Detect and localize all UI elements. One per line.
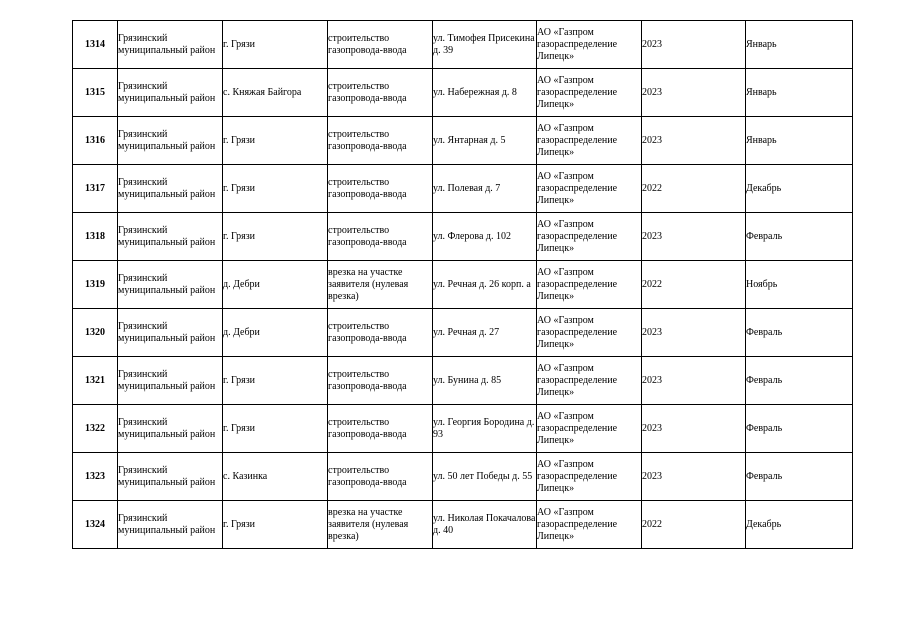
address-cell-text: ул. Полевая д. 7	[433, 182, 501, 194]
month-cell-text: Февраль	[746, 374, 783, 386]
table-row	[73, 213, 853, 261]
locality-cell-text: г. Грязи	[223, 182, 256, 194]
organization-cell	[537, 261, 642, 309]
month-cell	[746, 261, 853, 309]
year-cell-text: 2023	[642, 422, 662, 434]
locality-cell	[223, 69, 328, 117]
district-cell	[118, 453, 223, 501]
month-cell	[746, 21, 853, 69]
locality-cell-text: д. Дебри	[223, 278, 260, 290]
work-type-cell	[328, 69, 433, 117]
work-type-cell-text: строительство газопровода-ввода	[328, 80, 407, 104]
year-cell	[642, 117, 746, 165]
row-number-cell-text: 1321	[85, 374, 105, 386]
work-type-cell	[328, 405, 433, 453]
work-type-cell-text: врезка на участке заявителя (нулевая врезка)	[328, 266, 409, 302]
organization-cell	[537, 21, 642, 69]
address-cell-text: ул. Речная д. 26 корп. а	[433, 278, 531, 290]
row-number-cell-text: 1318	[85, 230, 105, 242]
year-cell	[642, 261, 746, 309]
year-cell	[642, 213, 746, 261]
locality-cell-text: д. Дебри	[223, 326, 260, 338]
table-row	[73, 261, 853, 309]
address-cell-text: ул. Бунина д. 85	[433, 374, 502, 386]
address-cell	[433, 357, 537, 405]
table-row	[73, 357, 853, 405]
address-cell	[433, 453, 537, 501]
year-cell	[642, 21, 746, 69]
address-cell-text: ул. 50 лет Победы д. 55	[433, 470, 533, 482]
month-cell-text: Январь	[746, 38, 777, 50]
year-cell	[642, 69, 746, 117]
address-cell	[433, 309, 537, 357]
district-cell-text: Грязинский муниципальный район	[118, 368, 216, 392]
locality-cell-text: г. Грязи	[223, 518, 256, 530]
district-cell-text: Грязинский муниципальный район	[118, 464, 216, 488]
row-number-cell	[73, 357, 118, 405]
row-number-cell	[73, 213, 118, 261]
address-cell	[433, 21, 537, 69]
gas-works-table	[72, 20, 853, 549]
month-cell	[746, 69, 853, 117]
organization-cell-text: АО «Газпром газораспределение Липецк»	[537, 122, 618, 158]
year-cell-text: 2023	[642, 134, 662, 146]
work-type-cell	[328, 453, 433, 501]
locality-cell-text: г. Грязи	[223, 422, 256, 434]
district-cell-text: Грязинский муниципальный район	[118, 416, 216, 440]
year-cell-text: 2022	[642, 182, 662, 194]
locality-cell	[223, 213, 328, 261]
address-cell-text: ул. Тимофея Присекина д. 39	[433, 32, 535, 56]
month-cell-text: Февраль	[746, 422, 783, 434]
district-cell	[118, 165, 223, 213]
organization-cell-text: АО «Газпром газораспределение Липецк»	[537, 26, 618, 62]
row-number-cell	[73, 453, 118, 501]
work-type-cell-text: строительство газопровода-ввода	[328, 128, 407, 152]
organization-cell	[537, 501, 642, 549]
row-number-cell	[73, 117, 118, 165]
locality-cell	[223, 453, 328, 501]
work-type-cell	[328, 357, 433, 405]
organization-cell-text: АО «Газпром газораспределение Липецк»	[537, 458, 618, 494]
year-cell-text: 2023	[642, 470, 662, 482]
locality-cell-text: г. Грязи	[223, 134, 256, 146]
work-type-cell	[328, 165, 433, 213]
month-cell	[746, 405, 853, 453]
address-cell-text: ул. Георгия Бородина д. 93	[433, 416, 535, 440]
month-cell-text: Февраль	[746, 470, 783, 482]
district-cell-text: Грязинский муниципальный район	[118, 224, 216, 248]
organization-cell-text: АО «Газпром газораспределение Липецк»	[537, 506, 618, 542]
locality-cell	[223, 405, 328, 453]
address-cell-text: ул. Набережная д. 8	[433, 86, 517, 98]
organization-cell-text: АО «Газпром газораспределение Липецк»	[537, 362, 618, 398]
year-cell-text: 2023	[642, 374, 662, 386]
locality-cell-text: с. Княжая Байгора	[223, 86, 302, 98]
district-cell	[118, 261, 223, 309]
work-type-cell-text: строительство газопровода-ввода	[328, 320, 407, 344]
work-type-cell-text: врезка на участке заявителя (нулевая врезка)	[328, 506, 409, 542]
year-cell-text: 2022	[642, 518, 662, 530]
address-cell	[433, 501, 537, 549]
organization-cell-text: АО «Газпром газораспределение Липецк»	[537, 74, 618, 110]
year-cell-text: 2022	[642, 278, 662, 290]
month-cell-text: Январь	[746, 86, 777, 98]
organization-cell	[537, 213, 642, 261]
organization-cell-text: АО «Газпром газораспределение Липецк»	[537, 170, 618, 206]
address-cell	[433, 69, 537, 117]
district-cell	[118, 117, 223, 165]
row-number-cell-text: 1314	[85, 38, 105, 50]
organization-cell-text: АО «Газпром газораспределение Липецк»	[537, 266, 618, 302]
locality-cell-text: г. Грязи	[223, 374, 256, 386]
row-number-cell-text: 1322	[85, 422, 105, 434]
work-type-cell-text: строительство газопровода-ввода	[328, 32, 407, 56]
row-number-cell-text: 1315	[85, 86, 105, 98]
month-cell-text: Январь	[746, 134, 777, 146]
table-row	[73, 69, 853, 117]
work-type-cell	[328, 117, 433, 165]
organization-cell	[537, 117, 642, 165]
organization-cell	[537, 165, 642, 213]
table-row	[73, 309, 853, 357]
row-number-cell	[73, 405, 118, 453]
district-cell-text: Грязинский муниципальный район	[118, 32, 216, 56]
year-cell	[642, 357, 746, 405]
address-cell-text: ул. Речная д. 27	[433, 326, 500, 338]
locality-cell	[223, 117, 328, 165]
district-cell-text: Грязинский муниципальный район	[118, 512, 216, 536]
locality-cell	[223, 501, 328, 549]
locality-cell	[223, 309, 328, 357]
locality-cell-text: с. Казинка	[223, 470, 268, 482]
work-type-cell	[328, 21, 433, 69]
table-row	[73, 117, 853, 165]
table-row	[73, 501, 853, 549]
row-number-cell-text: 1319	[85, 278, 105, 290]
work-type-cell-text: строительство газопровода-ввода	[328, 416, 407, 440]
month-cell	[746, 117, 853, 165]
work-type-cell-text: строительство газопровода-ввода	[328, 224, 407, 248]
table-row	[73, 21, 853, 69]
district-cell	[118, 405, 223, 453]
row-number-cell	[73, 69, 118, 117]
work-type-cell-text: строительство газопровода-ввода	[328, 368, 407, 392]
year-cell	[642, 405, 746, 453]
year-cell-text: 2023	[642, 230, 662, 242]
district-cell-text: Грязинский муниципальный район	[118, 176, 216, 200]
address-cell-text: ул. Николая Покачалова д. 40	[433, 512, 536, 536]
month-cell	[746, 213, 853, 261]
district-cell-text: Грязинский муниципальный район	[118, 272, 216, 296]
organization-cell-text: АО «Газпром газораспределение Липецк»	[537, 314, 618, 350]
row-number-cell	[73, 309, 118, 357]
address-cell-text: ул. Флерова д. 102	[433, 230, 511, 242]
district-cell-text: Грязинский муниципальный район	[118, 128, 216, 152]
year-cell-text: 2023	[642, 38, 662, 50]
organization-cell	[537, 453, 642, 501]
organization-cell	[537, 69, 642, 117]
table-body	[73, 21, 853, 549]
row-number-cell	[73, 261, 118, 309]
month-cell	[746, 501, 853, 549]
district-cell	[118, 21, 223, 69]
address-cell	[433, 117, 537, 165]
work-type-cell	[328, 309, 433, 357]
organization-cell	[537, 405, 642, 453]
table-row	[73, 405, 853, 453]
district-cell	[118, 501, 223, 549]
work-type-cell	[328, 261, 433, 309]
district-cell	[118, 213, 223, 261]
year-cell	[642, 165, 746, 213]
row-number-cell-text: 1316	[85, 134, 105, 146]
row-number-cell-text: 1317	[85, 182, 105, 194]
row-number-cell	[73, 165, 118, 213]
locality-cell	[223, 21, 328, 69]
work-type-cell	[328, 213, 433, 261]
locality-cell	[223, 261, 328, 309]
work-type-cell-text: строительство газопровода-ввода	[328, 464, 407, 488]
month-cell-text: Декабрь	[746, 518, 782, 530]
organization-cell	[537, 309, 642, 357]
month-cell	[746, 309, 853, 357]
organization-cell-text: АО «Газпром газораспределение Липецк»	[537, 218, 618, 254]
month-cell	[746, 165, 853, 213]
row-number-cell	[73, 501, 118, 549]
row-number-cell	[73, 21, 118, 69]
locality-cell-text: г. Грязи	[223, 38, 256, 50]
work-type-cell	[328, 501, 433, 549]
row-number-cell-text: 1320	[85, 326, 105, 338]
year-cell	[642, 309, 746, 357]
locality-cell	[223, 165, 328, 213]
month-cell	[746, 357, 853, 405]
district-cell	[118, 357, 223, 405]
year-cell-text: 2023	[642, 86, 662, 98]
month-cell-text: Декабрь	[746, 182, 782, 194]
row-number-cell-text: 1324	[85, 518, 105, 530]
work-type-cell-text: строительство газопровода-ввода	[328, 176, 407, 200]
organization-cell-text: АО «Газпром газораспределение Липецк»	[537, 410, 618, 446]
address-cell	[433, 405, 537, 453]
district-cell-text: Грязинский муниципальный район	[118, 320, 216, 344]
address-cell	[433, 261, 537, 309]
address-cell	[433, 213, 537, 261]
year-cell	[642, 453, 746, 501]
month-cell-text: Февраль	[746, 326, 783, 338]
locality-cell	[223, 357, 328, 405]
address-cell-text: ул. Янтарная д. 5	[433, 134, 506, 146]
address-cell	[433, 165, 537, 213]
district-cell	[118, 309, 223, 357]
district-cell-text: Грязинский муниципальный район	[118, 80, 216, 104]
table-row	[73, 453, 853, 501]
district-cell	[118, 69, 223, 117]
locality-cell-text: г. Грязи	[223, 230, 256, 242]
row-number-cell-text: 1323	[85, 470, 105, 482]
organization-cell	[537, 357, 642, 405]
month-cell-text: Февраль	[746, 230, 783, 242]
year-cell-text: 2023	[642, 326, 662, 338]
month-cell	[746, 453, 853, 501]
month-cell-text: Ноябрь	[746, 278, 778, 290]
table-row	[73, 165, 853, 213]
year-cell	[642, 501, 746, 549]
